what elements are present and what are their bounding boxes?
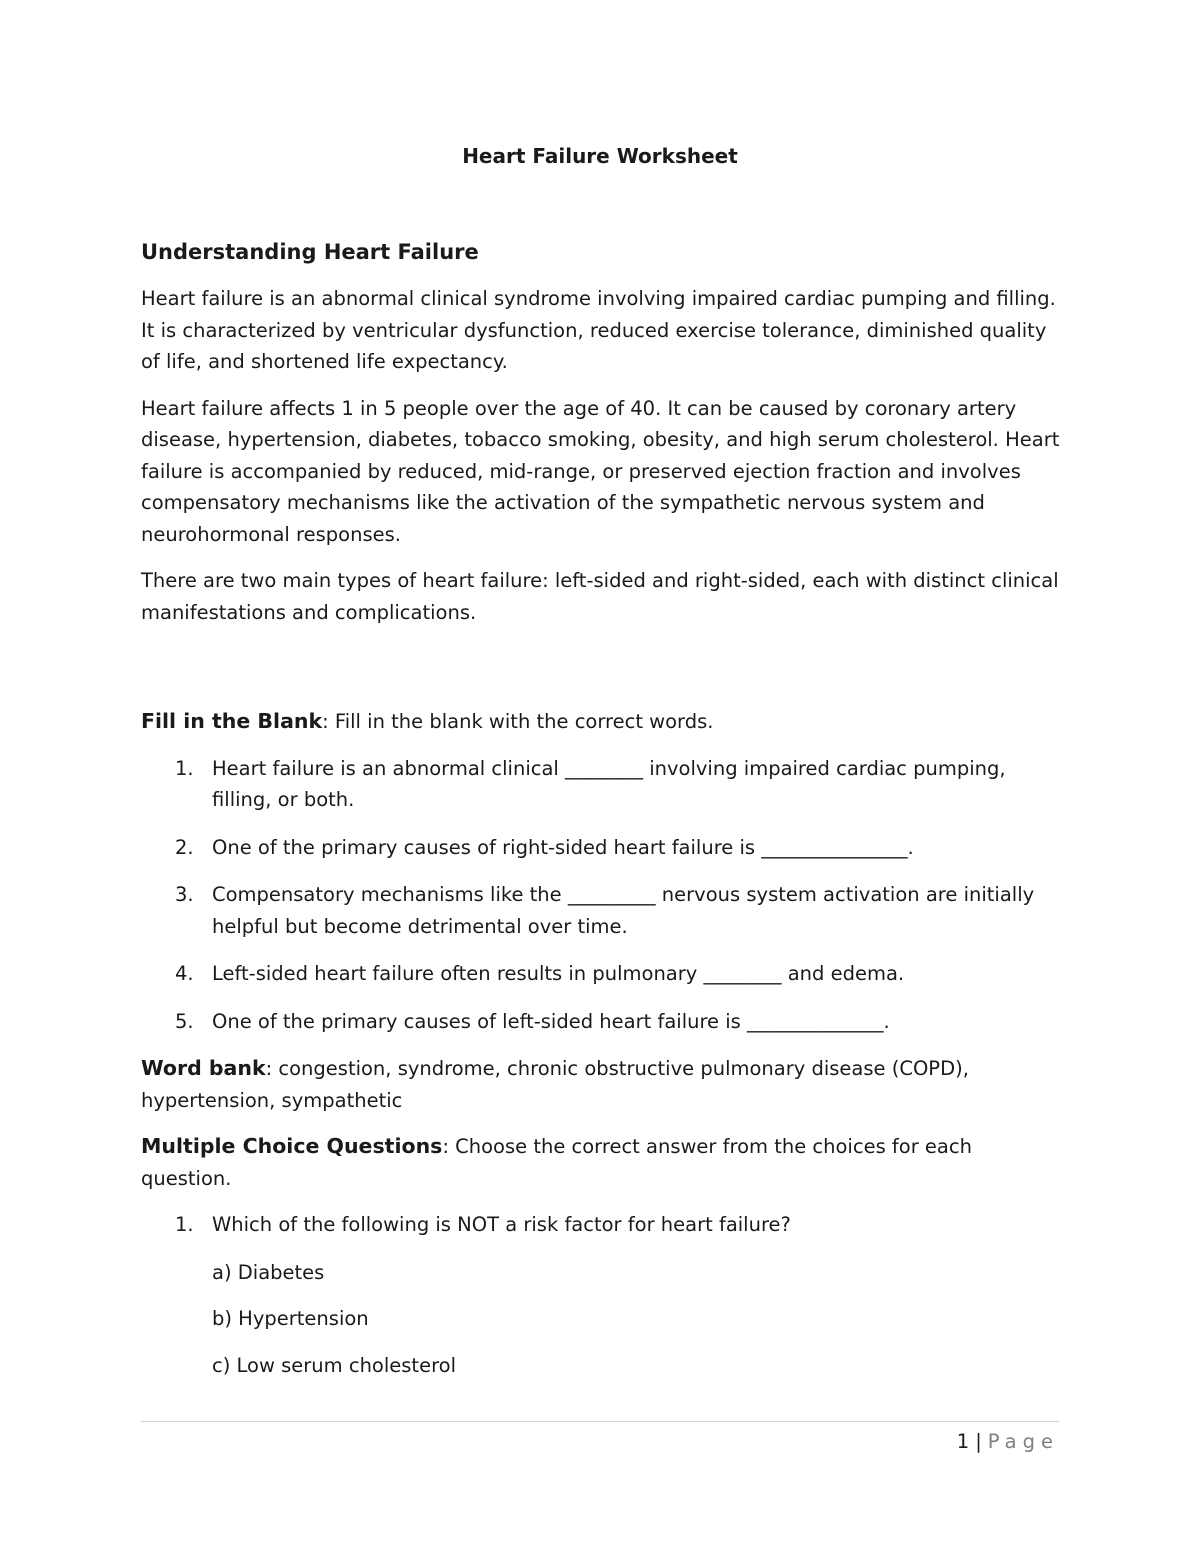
mcq-instruction-text: : Choose the correct answer from the choices for each question. (141, 1135, 972, 1190)
fill-blank-item (141, 958, 1061, 990)
section-heading-understanding: Understanding Heart Failure (141, 240, 479, 264)
item-text: Heart failure is an abnormal clinical ________ involving impaired cardiac pumping, filling, or both. (212, 756, 1006, 811)
document-title: Heart Failure Worksheet (462, 144, 738, 168)
mcq-option: a) Diabetes (212, 1260, 325, 1284)
item-text: One of the primary causes of left-sided heart failure is ______________. (212, 1009, 890, 1033)
item-number: 5. (175, 1009, 194, 1033)
fill-blank-item (141, 753, 1061, 816)
item-number: 2. (175, 835, 194, 859)
mcq-list (141, 1209, 1061, 1241)
item-number: 3. (175, 883, 194, 906)
mcq-options (212, 1257, 1061, 1382)
paragraph: There are two main types of heart failure: left-sided and right-sided, each with distinct clinical manifestations and complications. (141, 569, 1059, 624)
page-separator: | (975, 1430, 982, 1453)
fill-blank-item (141, 879, 1061, 942)
item-text: Compensatory mechanisms like the _________ nervous system activation are initially helpful but become detrimental over time. (212, 883, 1035, 938)
mcq-label: Multiple Choice Questions (141, 1134, 443, 1158)
fill-blank-instruction-text: : Fill in the blank with the correct words. (322, 710, 714, 733)
page-footer (957, 1428, 1059, 1456)
fill-blank-instruction (141, 706, 1061, 738)
word-bank-text: : congestion, syndrome, chronic obstructive pulmonary disease (COPD), hypertension, sympathetic (141, 1057, 969, 1112)
document-body (141, 236, 1061, 1396)
item-number: 1. (175, 756, 194, 780)
fill-blank-item (141, 1006, 1061, 1038)
fill-blank-list (141, 753, 1061, 1038)
word-bank-label: Word bank (141, 1056, 266, 1080)
page-number: 1 (956, 1430, 970, 1453)
question-number: 1. (175, 1213, 194, 1236)
footer-divider (141, 1421, 1059, 1422)
item-text: Left-sided heart failure often results in pulmonary ________ and edema. (212, 962, 905, 985)
word-bank (141, 1053, 1061, 1116)
spacer (141, 643, 1061, 706)
question-text: Which of the following is NOT a risk factor for heart failure? (212, 1213, 791, 1236)
mcq-instruction (141, 1131, 1061, 1194)
item-number: 4. (175, 962, 194, 985)
fill-blank-item (141, 832, 1061, 864)
paragraph: Heart failure is an abnormal clinical syndrome involving impaired cardiac pumping and filling. It is characterized by ventricular dysfunction, reduced exercise tolerance, diminished quality of life, and shortened life expectancy. (141, 287, 1056, 373)
item-text: One of the primary causes of right-sided heart failure is _______________. (212, 835, 914, 859)
mcq-question (141, 1209, 1061, 1241)
page-label: Page (987, 1430, 1059, 1453)
paragraph: Heart failure affects 1 in 5 people over the age of 40. It can be caused by coronary artery disease, hypertension, diabetes, tobacco smoking, obesity, and high serum cholesterol. Heart failure is accompanied by reduced, mid-range, or preserved ejection fraction and involves compensatory mechanisms like the activation of the sympathetic nervous system and neurohormonal responses. (141, 396, 1060, 546)
fill-blank-label: Fill in the Blank (141, 709, 323, 733)
mcq-option: b) Hypertension (212, 1307, 369, 1330)
mcq-option: c) Low serum cholesterol (212, 1353, 457, 1377)
